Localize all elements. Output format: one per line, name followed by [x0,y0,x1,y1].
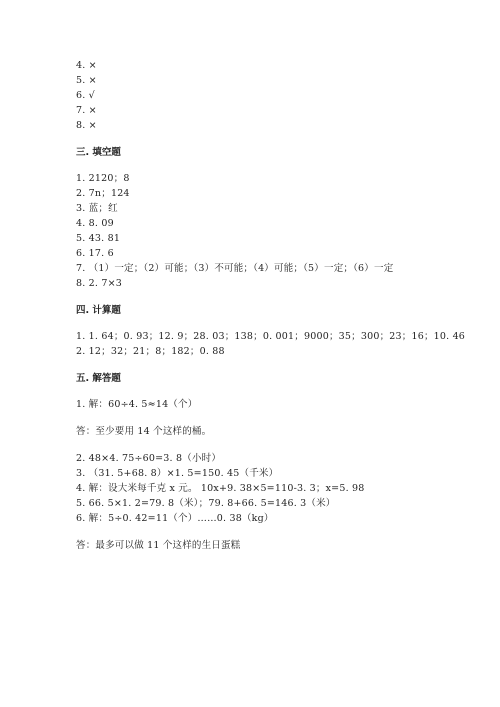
calc-section-title: 四. 计算题 [76,305,121,316]
answer-q1-conclusion: 答：至少要用 14 个这样的桶。 [76,426,212,437]
answer-q4: 4. 解：设大米每千克 x 元。 10x+9. 38×5=110-3. 3；x=5. 98 [76,483,365,494]
calc-answer-1: 1. 1. 64；0. 93；12. 9；28. 03；138；0. 001；9000；35；300；23；16；10. 46 [76,331,466,342]
fill-section-title: 三. 填空题 [76,147,121,158]
answer-items [76,451,486,526]
answer-q2: 2. 48×4. 75÷60=3. 8（小时） [76,453,222,464]
answer-sheet [76,58,486,553]
answer-q3: 3. （31. 5+68. 8）×1. 5=150. 45（千米） [76,468,279,479]
judge-answer-7: 7. × [76,105,97,116]
answer-section-title: 五. 解答题 [76,373,121,384]
judge-answer-8: 8. × [76,120,97,131]
fill-answer-5: 5. 43. 81 [76,233,121,244]
answer-q6-conclusion: 答：最多可以做 11 个这样的生日蛋糕 [76,540,241,551]
answer-q5: 5. 66. 5×1. 2=79. 8（米）；79. 8+66. 5=146. 3（米） [76,498,336,509]
calc-answers [76,329,486,359]
judge-answer-5: 5. × [76,75,97,86]
fill-answer-1: 1. 2120；8 [76,173,130,184]
answer-q1: 1. 解：60÷4. 5≈14（个） [76,399,198,410]
fill-answer-8: 8. 2. 7×3 [76,278,123,289]
fill-answer-6: 6. 17. 6 [76,248,114,259]
judge-answer-6: 6. √ [76,90,95,101]
fill-answer-2: 2. 7n；124 [76,188,130,199]
fill-answer-7: 7. （1）一定；（2）可能；（3）不可能；（4）可能；（5）一定；（6）一定 [76,263,394,274]
answer-q6: 6. 解：5÷0. 42=11（个）……0. 38（kg） [76,513,274,524]
fill-answers [76,171,486,291]
judge-answers [76,58,486,133]
fill-answer-4: 4. 8. 09 [76,218,114,229]
fill-answer-3: 3. 蓝；红 [76,203,118,214]
judge-answer-4: 4. × [76,60,97,71]
calc-answer-2: 2. 12；32；21；8；182；0. 88 [76,346,225,357]
